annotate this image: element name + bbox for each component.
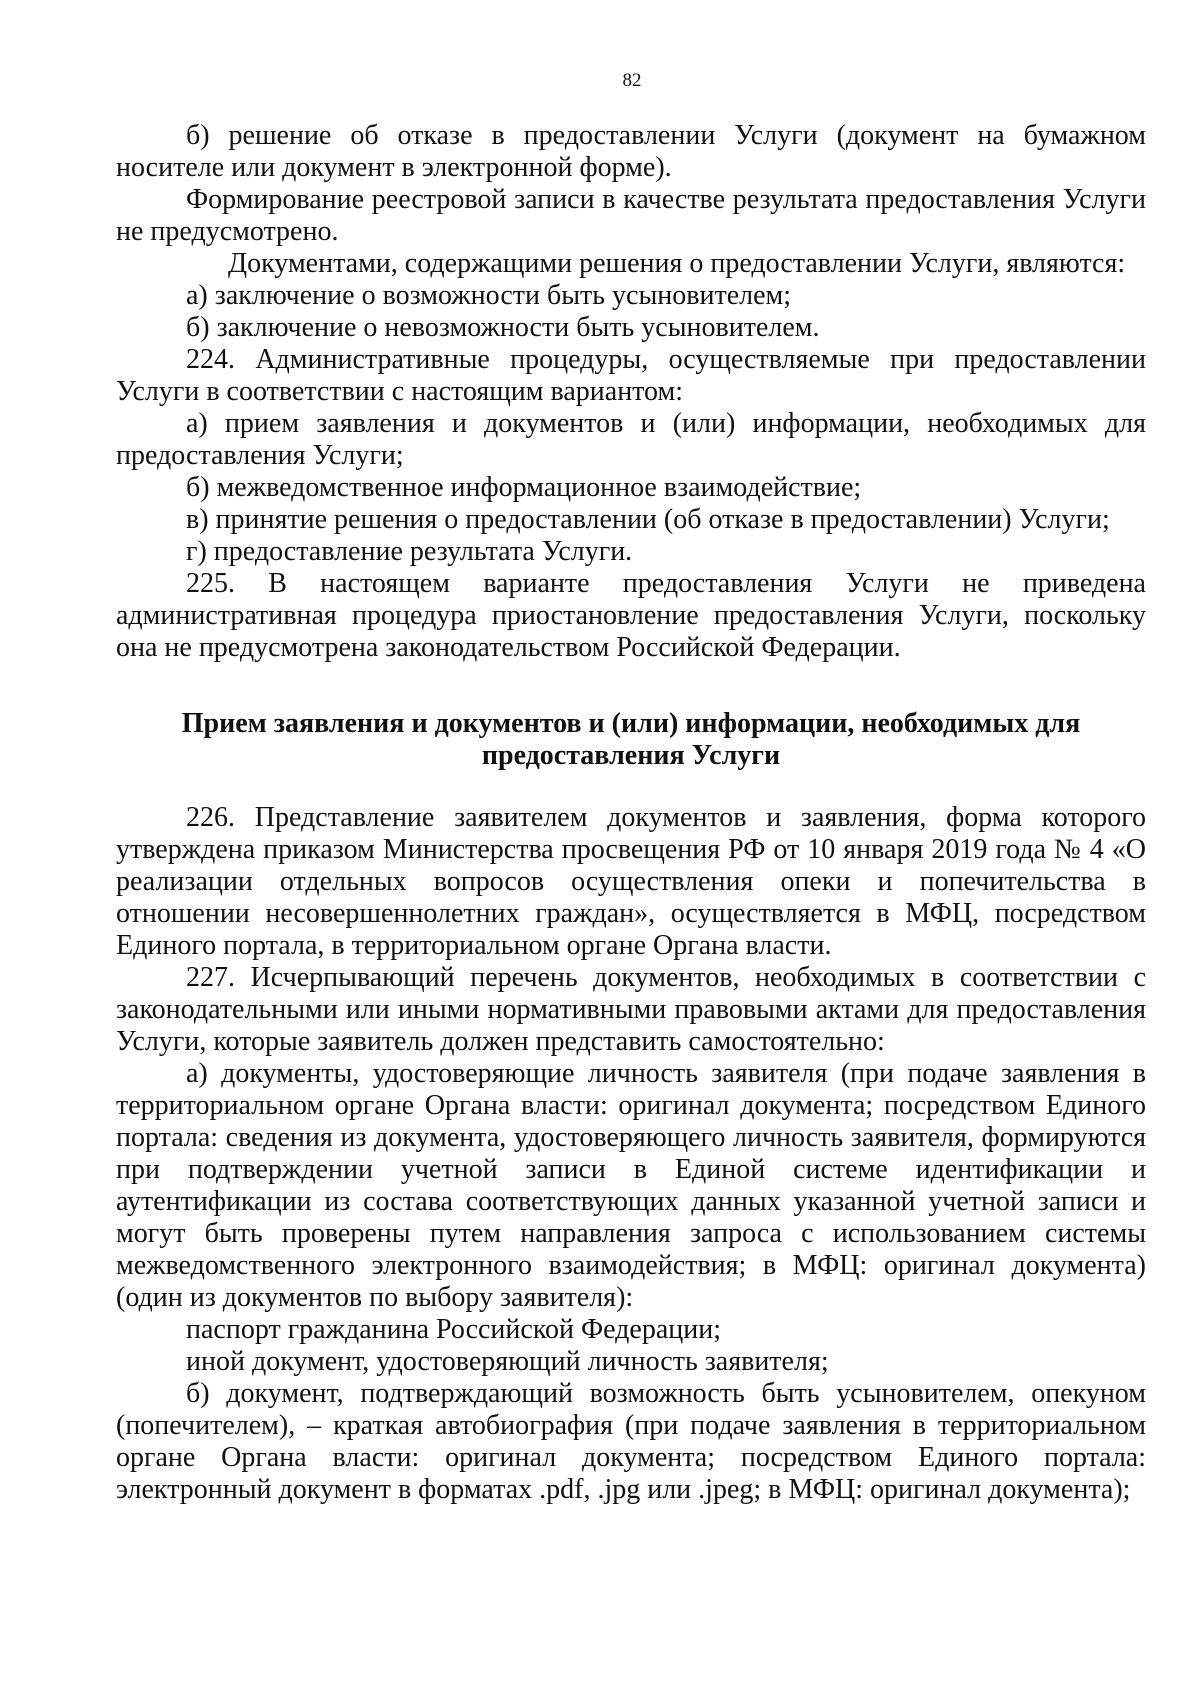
list-item: г) предоставление результата Услуги. (186, 536, 633, 567)
paragraph: 226. Представление заявителем документов и заявления, форма которого утверждена приказом Министерства просвещения РФ от 10 января 2019 года № 4 «О реализации отдельных вопросов осуществления опеки и попечительства в отношении несовершеннолетних граждан», осуществляется в МФЦ, посредством Единого портала, в территориальном органе Органа власти. (116, 802, 1146, 961)
list-item: а) прием заявления и документов и (или) информации, необходимых для предоставления Услуги; (116, 408, 1146, 471)
paragraph: б) решение об отказе в предоставлении Услуги (документ на бумажном носителе или документ в электронной форме). (116, 120, 1146, 183)
list-item: паспорт гражданина Российской Федерации; (186, 1314, 722, 1345)
section-heading: Прием заявления и документов и (или) информации, необходимых для предоставления Услуги (181, 708, 1081, 771)
paragraph: Документами, содержащими решения о предоставлении Услуги, являются: (228, 248, 1126, 279)
list-item: б) заключение о невозможности быть усыновителем. (186, 312, 820, 343)
list-item: иной документ, удостоверяющий личность заявителя; (186, 1346, 829, 1377)
paragraph: 225. В настоящем варианте предоставления Услуги не приведена административная процедура приостановление предоставления Услуги, поскольку она не предусмотрена законодательством Российской Федерации. (116, 568, 1146, 663)
list-item: в) принятие решения о предоставлении (об отказе в предоставлении) Услуги; (186, 504, 1110, 535)
list-item: б) документ, подтверждающий возможность быть усыновителем, опекуном (попечителем), – краткая автобиография (при подаче заявления в территориальном органе Органа власти: оригинал документа; посредством Единого портала: электронный документ в форматах .pdf, .jpg или .jpeg; в МФЦ: оригинал документа); (116, 1378, 1146, 1505)
paragraph: 227. Исчерпывающий перечень документов, необходимых в соответствии с законодательными или иными нормативными правовыми актами для предоставления Услуги, которые заявитель должен представить самостоятельно: (116, 962, 1146, 1057)
list-item: а) документы, удостоверяющие личность заявителя (при подаче заявления в территориальном органе Органа власти: оригинал документа; посредством Единого портала: сведения из документа, удостоверяющего личность заявителя, формируются при подтверждении учетной записи в Единой системе идентификации и аутентификации из состава соответствующих данных указанной учетной записи и могут быть проверены путем направления запроса с использованием системы межведомственного электронного взаимодействия; в МФЦ: оригинал документа) (один из документов по выбору заявителя): (116, 1058, 1146, 1313)
paragraph: 224. Административные процедуры, осуществляемые при предоставлении Услуги в соответствии с настоящим вариантом: (116, 344, 1146, 407)
page-number: 82 (622, 70, 642, 91)
list-item: б) межведомственное информационное взаимодействие; (186, 472, 862, 503)
document-body (116, 120, 1146, 1506)
list-item: а) заключение о возможности быть усыновителем; (186, 280, 792, 311)
paragraph: Формирование реестровой записи в качестве результата предоставления Услуги не предусмотрено. (116, 184, 1146, 247)
